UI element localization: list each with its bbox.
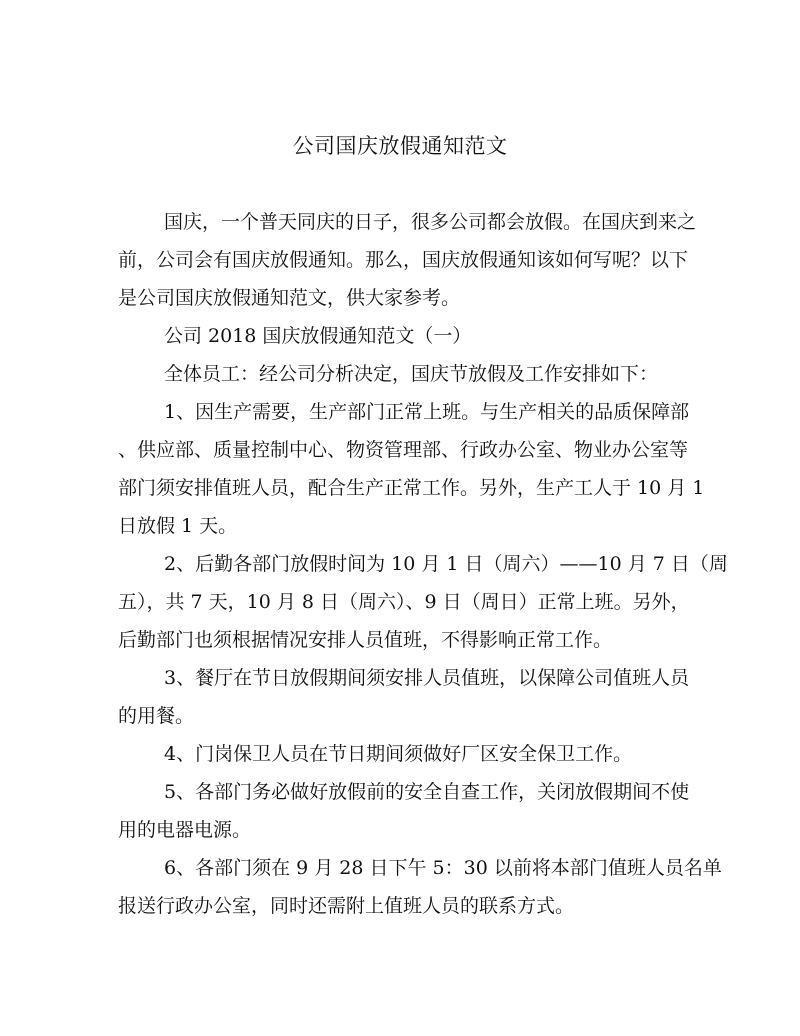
text-line: 国庆，一个普天同庆的日子，很多公司都会放假。在国庆到来之 [164, 211, 697, 233]
text-line: 用的电器电源。 [118, 819, 252, 841]
text-line: 部门须安排值班人员，配合生产正常工作。另外，生产工人于 10 月 1 [118, 477, 705, 499]
paragraph-item-6 [118, 849, 722, 925]
text-line: 、供应部、质量控制中心、物资管理部、行政办公室、物业办公室等 [118, 439, 689, 461]
text-line: 2、后勤各部门放假时间为 10 月 1 日（周六）——10 月 7 日（周 [164, 553, 728, 575]
text-line: 前，公司会有国庆放假通知。那么，国庆放假通知该如何写呢？以下 [118, 249, 689, 271]
document-body [118, 203, 728, 925]
text-line: 公司 2018 国庆放假通知范文（一） [164, 325, 472, 347]
text-line: 的用餐。 [118, 705, 195, 727]
text-line: 6、各部门须在 9 月 28 日下午 5：30 以前将本部门值班人员名单 [164, 857, 722, 879]
text-line: 全体员工：经公司分析决定，国庆节放假及工作安排如下： [164, 363, 659, 385]
paragraph-item-4 [118, 735, 688, 773]
text-line: 1、因生产需要，生产部门正常上班。与生产相关的品质保障部 [164, 401, 690, 423]
paragraph-section-heading [118, 317, 688, 355]
text-line: 3、餐厅在节日放假期间须安排人员值班，以保障公司值班人员 [164, 667, 690, 689]
paragraph-item-5 [118, 773, 688, 849]
text-line: 后勤部门也须根据情况安排人员值班，不得影响正常工作。 [118, 629, 613, 651]
paragraph-item-3 [118, 659, 688, 735]
text-line: 5、各部门务必做好放假前的安全自查工作，关闭放假期间不使 [164, 781, 690, 803]
paragraph-intro [118, 203, 697, 317]
paragraph-item-1 [118, 393, 705, 545]
paragraph-item-2 [118, 545, 728, 659]
text-line: 是公司国庆放假通知范文，供大家参考。 [118, 287, 461, 309]
paragraph-salutation [118, 355, 688, 393]
text-line: 报送行政办公室，同时还需附上值班人员的联系方式。 [118, 895, 575, 917]
text-line: 4、门岗保卫人员在节日期间须做好厂区安全保卫工作。 [164, 743, 633, 765]
document-title: 公司国庆放假通知范文 [292, 134, 508, 158]
text-line: 日放假 1 天。 [118, 515, 238, 537]
text-line: 五），共 7 天，10 月 8 日（周六）、9 日（周日）正常上班。另外， [118, 591, 690, 613]
